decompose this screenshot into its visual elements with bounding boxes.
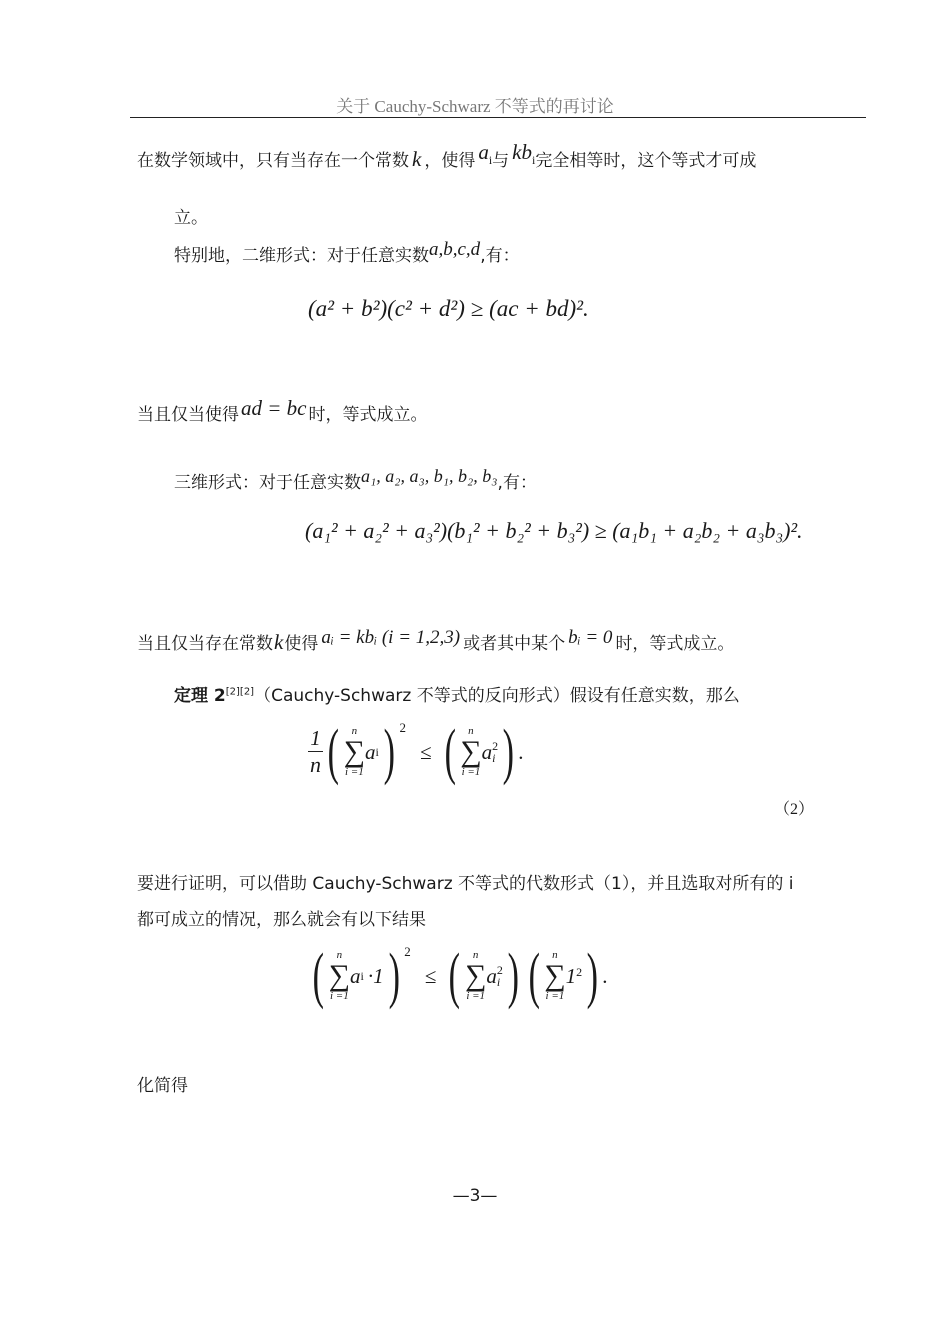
paragraph-2: 特别地，二维形式：对于任意实数a,b,c,d,有： — [174, 239, 520, 266]
equation-number: （2） — [774, 801, 815, 818]
running-header: 关于 Cauchy-Schwarz 不等式的再讨论 — [336, 97, 614, 116]
left-paren: ( — [327, 718, 340, 786]
equation-3d: (a₁² + a₂² + a₃²)(b₁² + b₂² + b₃²) ≥ (a₁b₁ + a₂b₂ + a₃b₃)². — [305, 518, 803, 543]
paragraph-7: 化简得 — [137, 1076, 188, 1096]
fraction-one-over-n: $\frac{1}{n}$ — [310, 726, 321, 777]
paragraph-1-line-1: 在数学领域中，只有当存在一个常数 k ，使得 $a_i$与 $kb_i$完全相等时，这个等式才可成 — [137, 140, 757, 171]
summation: n ∑ i =1 — [328, 949, 351, 1002]
header-rule — [130, 117, 866, 118]
paragraph-1-line-2: 立。 — [174, 208, 208, 228]
page-number: —3— — [452, 1186, 498, 1206]
left-paren: ( — [528, 942, 540, 1010]
paragraph-3: 当且仅当使得ad = bc 时，等式成立。 — [137, 396, 428, 425]
left-paren: ( — [444, 718, 456, 786]
paragraph-5: 当且仅当存在常数k使得 aᵢ = kbᵢ (i = 1,2,3) 或者其中某个 bᵢ = 0 时，等式成立。 — [137, 627, 735, 654]
right-paren: ) — [586, 942, 599, 1010]
right-paren: ) — [507, 942, 519, 1010]
left-paren: ( — [448, 942, 461, 1010]
summation: n ∑ i =1 — [460, 725, 482, 778]
equation-proof: ( n ∑ i =1 a i ·1 ) $^2$ ≤ ( n ∑ i =1 a 2 i ) ( n ∑ i =1 1 $^2$ ) . — [312, 942, 608, 1010]
theorem-2: 定理 2[2][2]（Cauchy-Schwarz 不等式的反向形式）假设有任意实数，那么 — [174, 686, 740, 706]
paragraph-4: 三维形式：对于任意实数a₁, a₂, a₃, b₁, b₂, b₃,有： — [174, 466, 537, 493]
paragraph-6-line-2: 都可成立的情况，那么就会有以下结果 — [137, 910, 426, 930]
equation-2d: (a² + b²)(c² + d²) ≥ (ac + bd)². — [308, 296, 589, 321]
right-paren: ) — [388, 942, 400, 1010]
right-paren: ) — [502, 718, 515, 786]
paragraph-6-line-1: 要进行证明，可以借助 Cauchy-Schwarz 不等式的代数形式（1），并且选取对所有的 i — [137, 874, 794, 894]
right-paren: ) — [383, 718, 395, 786]
summation: n ∑ i =1 — [544, 949, 566, 1002]
summation: n ∑ i =1 — [343, 725, 366, 778]
summation: n ∑ i =1 — [464, 949, 487, 1002]
left-paren: ( — [312, 942, 325, 1010]
equation-reverse: $\frac{1}{n}$ ( n ∑ i =1 a i ) $^2$ ≤ ( n ∑ i =1 a 2 i ) . — [310, 718, 525, 786]
